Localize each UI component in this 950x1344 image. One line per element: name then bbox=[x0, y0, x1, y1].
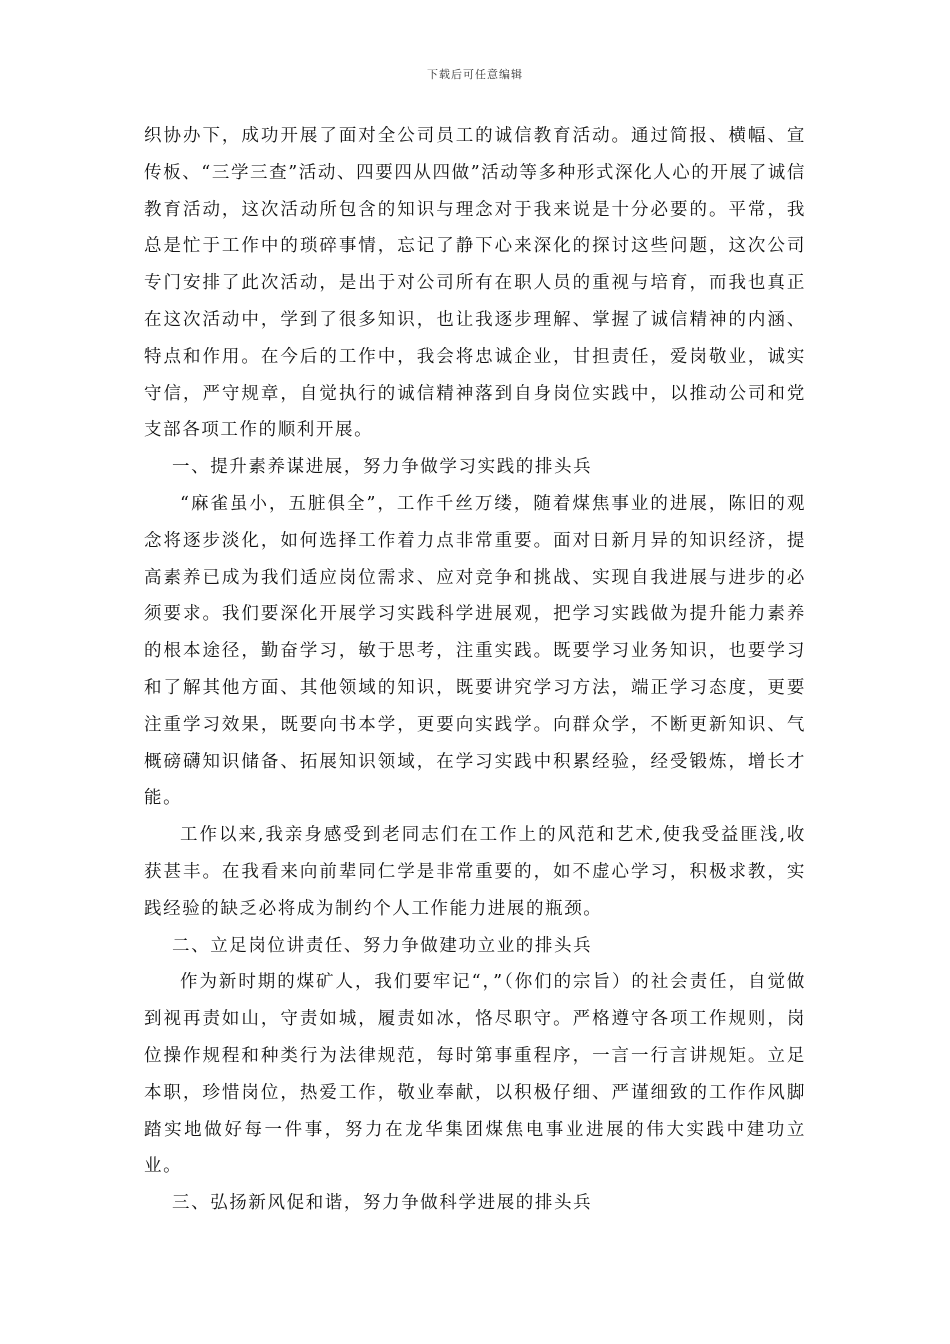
document-body bbox=[144, 118, 806, 1222]
section-heading-2: 二、立足岗位讲责任、努力争做建功立业的排头兵 bbox=[172, 935, 593, 956]
paragraph-continuation: 织协办下，成功开展了面对全公司员工的诚信教育活动。通过简报、横幅、宣传板、“三学三查”活动、四要四从四做”活动等多种形式深化人心的开展了诚信教育活动，这次活动所包含的知识与理念对于我来说是十分必要的。平常，我总是忙于工作中的琐碎事情，忘记了静下心来深化的探讨这些问题，这次公司专门安排了此次活动，是出于对公司所有在职人员的重视与培育，而我也真正在这次活动中，学到了很多知识，也让我逐步理解、掌握了诚信精神的内涵、特点和作用。在今后的工作中，我会将忠诚企业，甘担责任，爱岗敬业，诚实守信，严守规章，自觉执行的诚信精神落到自身岗位实践中，以推动公司和党支部各项工作的顺利开展。 bbox=[144, 126, 806, 441]
page-header: 下载后可任意编辑 bbox=[427, 68, 523, 81]
paragraph-responsibility: 作为新时期的煤矿人，我们要牢记“，”（你们的宗旨）的社会责任，自觉做到视再责如山，守责如城，履责如冰，恪尽职守。严格遵守各项工作规则，岗位操作规程和种类行为法律规范，每时第事重程序，一言一行言讲规矩。立足本职，珍惜岗位，热爱工作，敬业奉献，以积极仔细、严谨细致的工作作风脚踏实地做好每一件事，努力在龙华集团煤焦电事业进展的伟大实践中建功立业。 bbox=[144, 972, 806, 1177]
section-heading-1: 一、提升素养谋进展，努力争做学习实践的排头兵 bbox=[172, 457, 593, 478]
section-heading-3: 三、弘扬新风促和谐，努力争做科学进展的排头兵 bbox=[172, 1193, 593, 1214]
paragraph-study: “麻雀虽小，五脏俱全”，工作千丝万缕，随着煤焦事业的进展，陈旧的观念将逐步淡化，如何选择工作着力点非常重要。面对日新月异的知识经济，提高素养已成为我们适应岗位需求、应对竞争和挑战、实现自我进展与进步的必须要求。我们要深化开展学习实践科学进展观，把学习实践做为提升能力素养的根本途径，勤奋学习，敏于思考，注重实践。既要学习业务知识，也要学习和了解其他方面、其他领域的知识，既要讲究学习方法，端正学习态度，更要注重学习效果，既要向书本学，更要向实践学。向群众学，不断更新知识、气概磅礴知识储备、拓展知识领域，在学习实践中积累经验，经受锻炼，增长才能。 bbox=[144, 493, 806, 809]
paragraph-experience: 工作以来,我亲身感受到老同志们在工作上的风范和艺术,使我受益匪浅,收获甚丰。在我看来向前辈同仁学是非常重要的，如不虚心学习，积极求教，实践经验的缺乏必将成为制约个人工作能力进展的瓶颈。 bbox=[144, 825, 806, 919]
